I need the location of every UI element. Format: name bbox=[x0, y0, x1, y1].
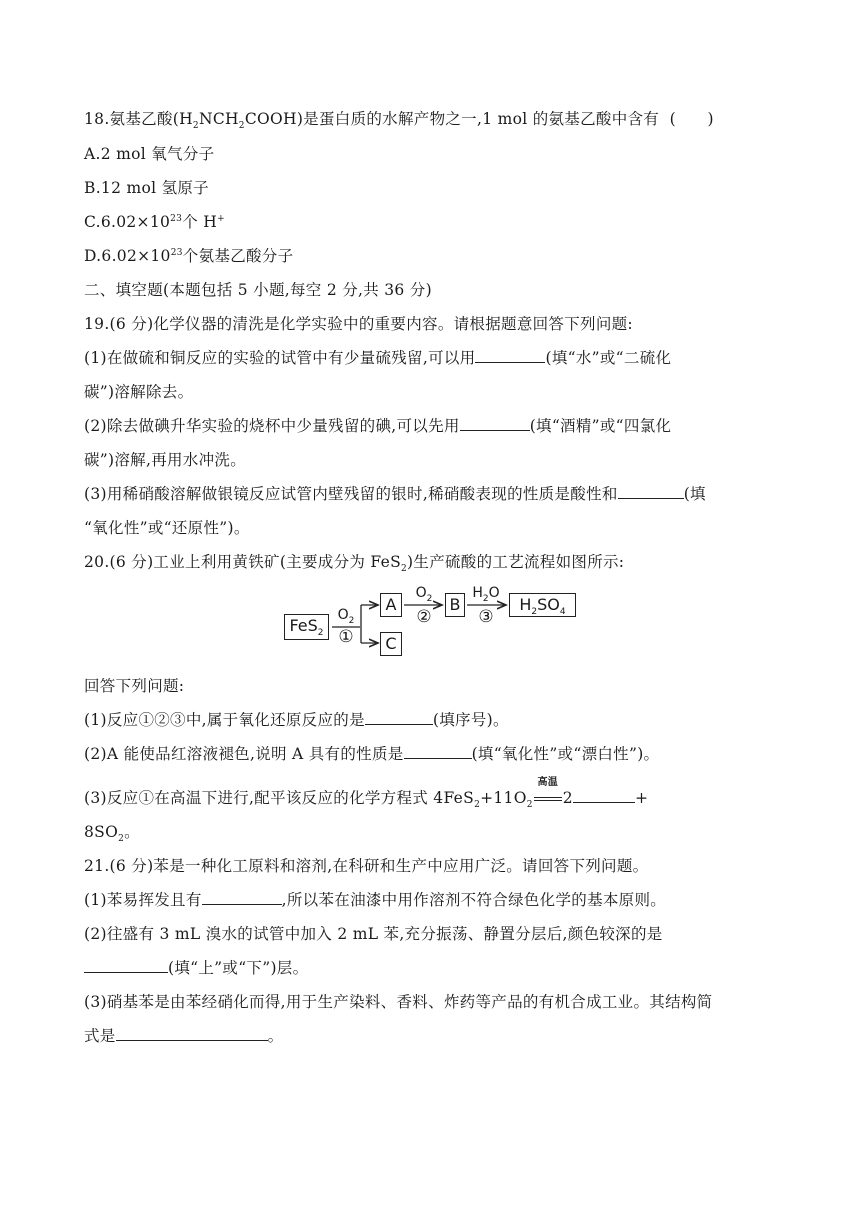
q21-part3: (3)硝基苯是由苯经硝化而得,用于生产染料、香料、炸药等产品的有机合成工业。其结构简 bbox=[84, 993, 713, 1011]
section-title: 二、填空题(本题包括 5 小题,每空 2 分,共 36 分) bbox=[84, 281, 432, 299]
reaction-equals-sign: 高温 bbox=[533, 787, 563, 809]
answer-blank[interactable] bbox=[404, 743, 472, 759]
reagent-h2o: $H_2O$ bbox=[472, 585, 500, 604]
q19-part3: (3)用稀硝酸溶解做银镜反应试管内壁残留的银时,稀硝酸表现的性质是酸性和 (填 bbox=[84, 485, 706, 503]
q21-part2-cont: (填“上”或“下”)层。 bbox=[84, 957, 308, 979]
answer-blank[interactable] bbox=[116, 1025, 268, 1041]
node-h2so4: $H_2SO_4$ bbox=[509, 593, 576, 617]
q20-part3: (3)反应①在高温下进行,配平该反应的化学方程式 $4FeS_2+11O_2$ 高温 2 + bbox=[84, 777, 649, 811]
reagent-o2-2: $O_2$ bbox=[415, 585, 433, 604]
q20-answer-intro: 回答下列问题: bbox=[84, 677, 185, 695]
q21-stem: 21.(6 分)苯是一种化工原料和溶剂,在科研和生产中应用广泛。请回答下列问题。 bbox=[84, 857, 649, 875]
answer-blank[interactable] bbox=[84, 957, 168, 973]
q19-part2: (2)除去做碘升华实验的烧杯中少量残留的碘,可以先用 (填“酒精”或“四氯化 bbox=[84, 417, 672, 435]
q20-part2: (2)A 能使品红溶液褪色,说明 A 具有的性质是 (填“氧化性”或“漂白性”)。 bbox=[84, 745, 660, 763]
q19-stem: 19.(6 分)化学仪器的清洗是化学实验中的重要内容。请根据题意回答下列问题: bbox=[84, 315, 633, 333]
step-1: ① bbox=[338, 627, 354, 647]
process-flow-diagram bbox=[282, 585, 592, 660]
q19-part1-cont: 碳”)溶解除去。 bbox=[84, 383, 194, 401]
q21-part3-cont: 式是 。 bbox=[84, 1027, 284, 1045]
q21-part2: (2)往盛有 3 mL 溴水的试管中加入 2 mL 苯,充分振荡、静置分层后,颜色较深的是 bbox=[84, 925, 663, 943]
q19-part1: (1)在做硫和铜反应的实验的试管中有少量硫残留,可以用 (填“水”或“二硫化 bbox=[84, 349, 672, 367]
answer-blank[interactable] bbox=[573, 787, 635, 803]
node-a: A bbox=[380, 593, 402, 617]
q21-part1: (1)苯易挥发且有 ,所以苯在油漆中用作溶剂不符合绿色化学的基本原则。 bbox=[84, 891, 667, 909]
q19-part2-cont: 碳”)溶解,再用水冲洗。 bbox=[84, 451, 246, 469]
node-b: B bbox=[445, 593, 465, 617]
answer-blank[interactable] bbox=[460, 415, 530, 431]
q20-part1: (1)反应①②③中,属于氧化还原反应的是 (填序号)。 bbox=[84, 711, 509, 729]
answer-blank[interactable] bbox=[365, 709, 433, 725]
q20-stem: 20.(6 分)工业上利用黄铁矿(主要成分为 FeS$_2$)生产硫酸的工艺流程如图所示: bbox=[84, 553, 625, 575]
q18-option-d[interactable]: $D.6.02\times 10^{23}$个氨基乙酸分子 bbox=[84, 247, 294, 265]
answer-blank[interactable] bbox=[475, 347, 545, 363]
q18-option-a[interactable]: A.2 mol 氧气分子 bbox=[84, 145, 215, 163]
q20-part3-cont: $8SO_2$。 bbox=[84, 823, 140, 845]
q18-option-c[interactable]: $C.6.02\times 10^{23}$个 H+ bbox=[84, 213, 225, 231]
step-3: ③ bbox=[478, 607, 494, 627]
step-2: ② bbox=[416, 607, 432, 627]
answer-blank[interactable] bbox=[202, 889, 282, 905]
reagent-o2-1: $O_2$ bbox=[337, 607, 355, 626]
node-fes2: FeS$_2$ bbox=[284, 614, 329, 640]
answer-paren[interactable]: ( ) bbox=[669, 110, 714, 128]
answer-blank[interactable] bbox=[618, 483, 684, 499]
q18-stem: 18.氨基乙酸$(H_2NCH_2COOH)$是蛋白质的水解产物之一,1 mol 的氨基乙酸中含有 ( ) bbox=[84, 110, 714, 132]
node-c: C bbox=[380, 632, 402, 656]
q19-part3-cont: “氧化性”或“还原性”)。 bbox=[84, 519, 250, 537]
q18-option-b[interactable]: B.12 mol 氢原子 bbox=[84, 179, 209, 197]
